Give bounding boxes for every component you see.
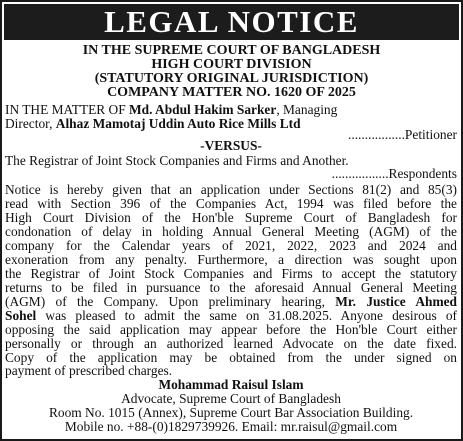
signatory-title: Advocate, Supreme Court of Bangladesh xyxy=(121,391,341,406)
versus-label: -VERSUS- xyxy=(200,138,262,153)
director-prefix: Director, xyxy=(5,116,56,131)
body-line-10-text: was pleased to admit the same on 31.08.2025. Anyone desirous of xyxy=(36,308,457,323)
body-line-6: exoneration from any penalty. Furthermore, a direction was sought upon xyxy=(5,252,457,267)
body-line-14: payment of prescribed charges. xyxy=(5,363,173,378)
matter-intro: IN THE MATTER OF xyxy=(5,102,129,117)
jurisdiction: (STATUTORY ORIGINAL JURISDICTION) xyxy=(94,71,369,86)
body-line-4: condonation of delay in holding Annual General Meeting (AGM) of the xyxy=(5,224,457,239)
body-line-1: Notice is hereby given that an application under Sections 81(2) and 85(3) xyxy=(5,182,457,197)
signatory-address: Room No. 1015 (Annex), Supreme Court Bar Association Building. xyxy=(48,405,414,420)
body-line-2: read with Section 396 of the Companies Act, 1994 was filed before the xyxy=(5,196,457,211)
petitioner-label: .................Petitioner xyxy=(348,127,457,142)
court-name: IN THE SUPREME COURT OF BANGLADESH xyxy=(82,43,381,58)
body-line-12: personally or through an authorized learned Advocate on the date fixed. xyxy=(5,336,457,351)
signatory-contact: Mobile no. +88-(0)1829739926. Email: mr.raisul@gmail.com xyxy=(64,419,398,434)
judge-surname: Sohel xyxy=(5,308,37,323)
body-line-9 xyxy=(5,295,457,309)
petitioner-role: , Managing xyxy=(276,102,338,117)
petitioner-name: Md. Abdul Hakim Sarker xyxy=(129,102,277,117)
body-line-13: Copy of the application may be obtained from the under signed on xyxy=(5,350,457,365)
signatory-name: Mohammad Raisul Islam xyxy=(158,377,304,392)
company-name: Alhaz Mamotaj Uddin Auto Rice Mills Ltd xyxy=(55,116,301,131)
body-line-7: the Registrar of Joint Stock Companies and Firms to accept the statutory xyxy=(5,266,457,281)
division-name: HIGH COURT DIVISION xyxy=(151,57,312,72)
matter-number: COMPANY MATTER NO. 1620 OF 2025 xyxy=(107,85,356,100)
respondent-line: The Registrar of Joint Stock Companies and Firms and Another. xyxy=(5,153,349,168)
body-line-5: company for the Calendar years of 2021, 2022, 2023 and 2024 and xyxy=(5,238,457,253)
body-line-10 xyxy=(5,309,457,323)
judge-name: Mr. Justice Ahmed xyxy=(335,294,457,309)
body-line-8: returns to be filed in pursuance to the aforesaid Annual General Meeting xyxy=(5,280,457,295)
body-line-11: opposing the said application may appear before the Hon'ble Court either xyxy=(5,322,457,337)
respondents-label: .................Respondents xyxy=(331,166,457,181)
body-line-9-text: (AGM) of the Company. Upon preliminary hearing, xyxy=(5,294,336,309)
notice-banner-title: LEGAL NOTICE xyxy=(4,4,459,40)
matter-line xyxy=(5,103,457,117)
body-line-3: High Court Division of the Hon'ble Supreme Court of Bangladesh for xyxy=(5,210,457,225)
